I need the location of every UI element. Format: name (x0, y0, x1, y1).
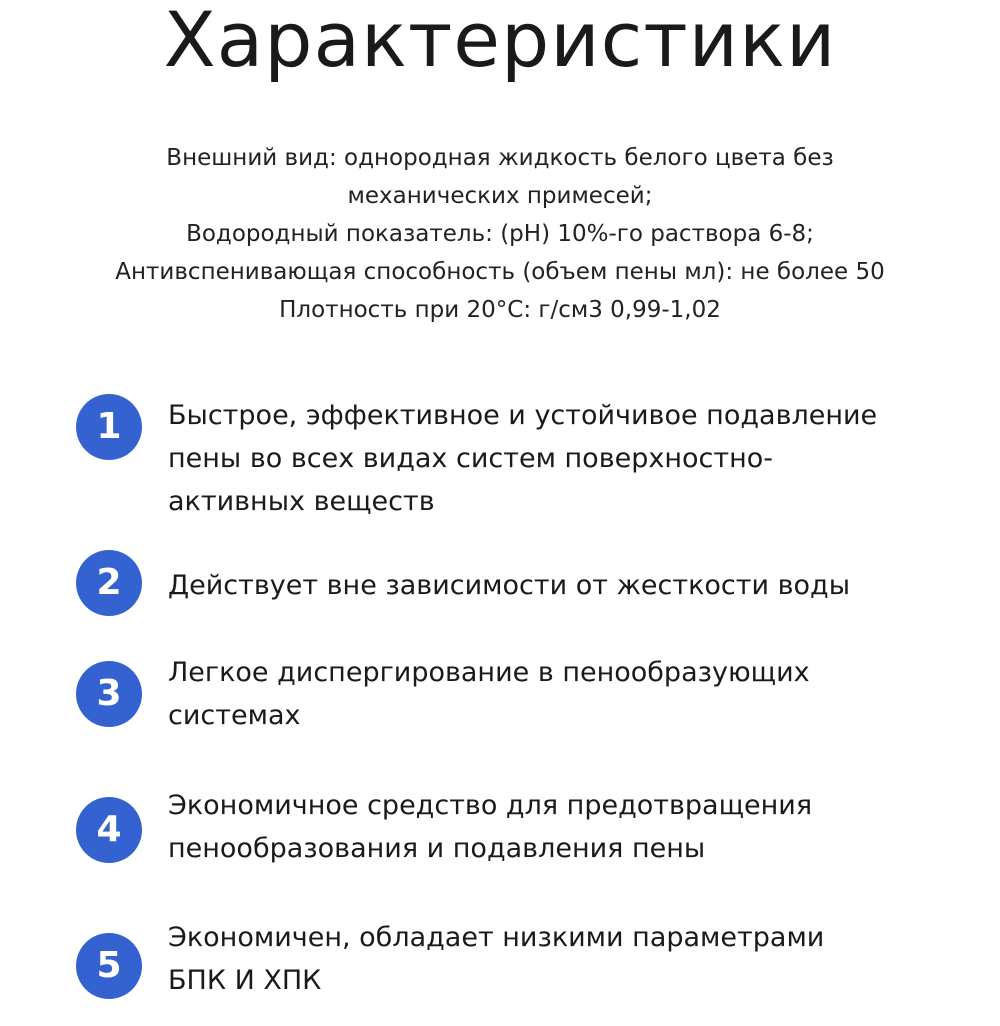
feature-item-1 (76, 394, 956, 517)
number-badge: 4 (76, 797, 142, 863)
page-title: Характеристики (163, 0, 837, 84)
spec-antifoam: Антивспенивающая способность (объем пены мл): не более 50 (115, 259, 885, 285)
spec-appearance-line-2: механических примесей; (347, 183, 653, 209)
feature-text-line: Экономичен, обладает низкими параметрами (168, 922, 825, 953)
feature-text (168, 784, 948, 870)
number-badge: 3 (76, 661, 142, 727)
feature-text-line: Действует вне зависимости от жесткости воды (168, 570, 851, 601)
feature-text-line: системах (168, 700, 301, 731)
feature-text-line: Экономичное средство для предотвращения (168, 790, 813, 821)
feature-text-line: БПК И ХПК (168, 965, 322, 996)
spec-ph: Водородный показатель: (pH) 10%-го раствора 6-8; (186, 221, 814, 247)
feature-text (168, 394, 948, 523)
feature-item-3 (76, 651, 956, 761)
number-badge: 2 (76, 550, 142, 616)
feature-text-line: Легкое диспергирование в пенообразующих (168, 657, 810, 688)
feature-text-line: активных веществ (168, 486, 435, 517)
feature-text-line: пены во всех видах систем поверхностно- (168, 443, 773, 474)
feature-text-line: пенообразования и подавления пены (168, 833, 706, 864)
feature-text (168, 651, 948, 737)
specifications-block (0, 139, 1000, 329)
spec-density: Плотность при 20°C: г/см3 0,99-1,02 (279, 297, 721, 323)
feature-text-line: Быстрое, эффективное и устойчивое подавление (168, 400, 878, 431)
spec-appearance-line-1: Внешний вид: однородная жидкость белого цвета без (166, 145, 834, 171)
feature-item-4 (76, 784, 956, 894)
number-badge: 1 (76, 394, 142, 460)
feature-text (168, 564, 948, 607)
feature-item-5 (76, 916, 956, 1026)
feature-text (168, 916, 948, 1002)
number-badge: 5 (76, 933, 142, 999)
